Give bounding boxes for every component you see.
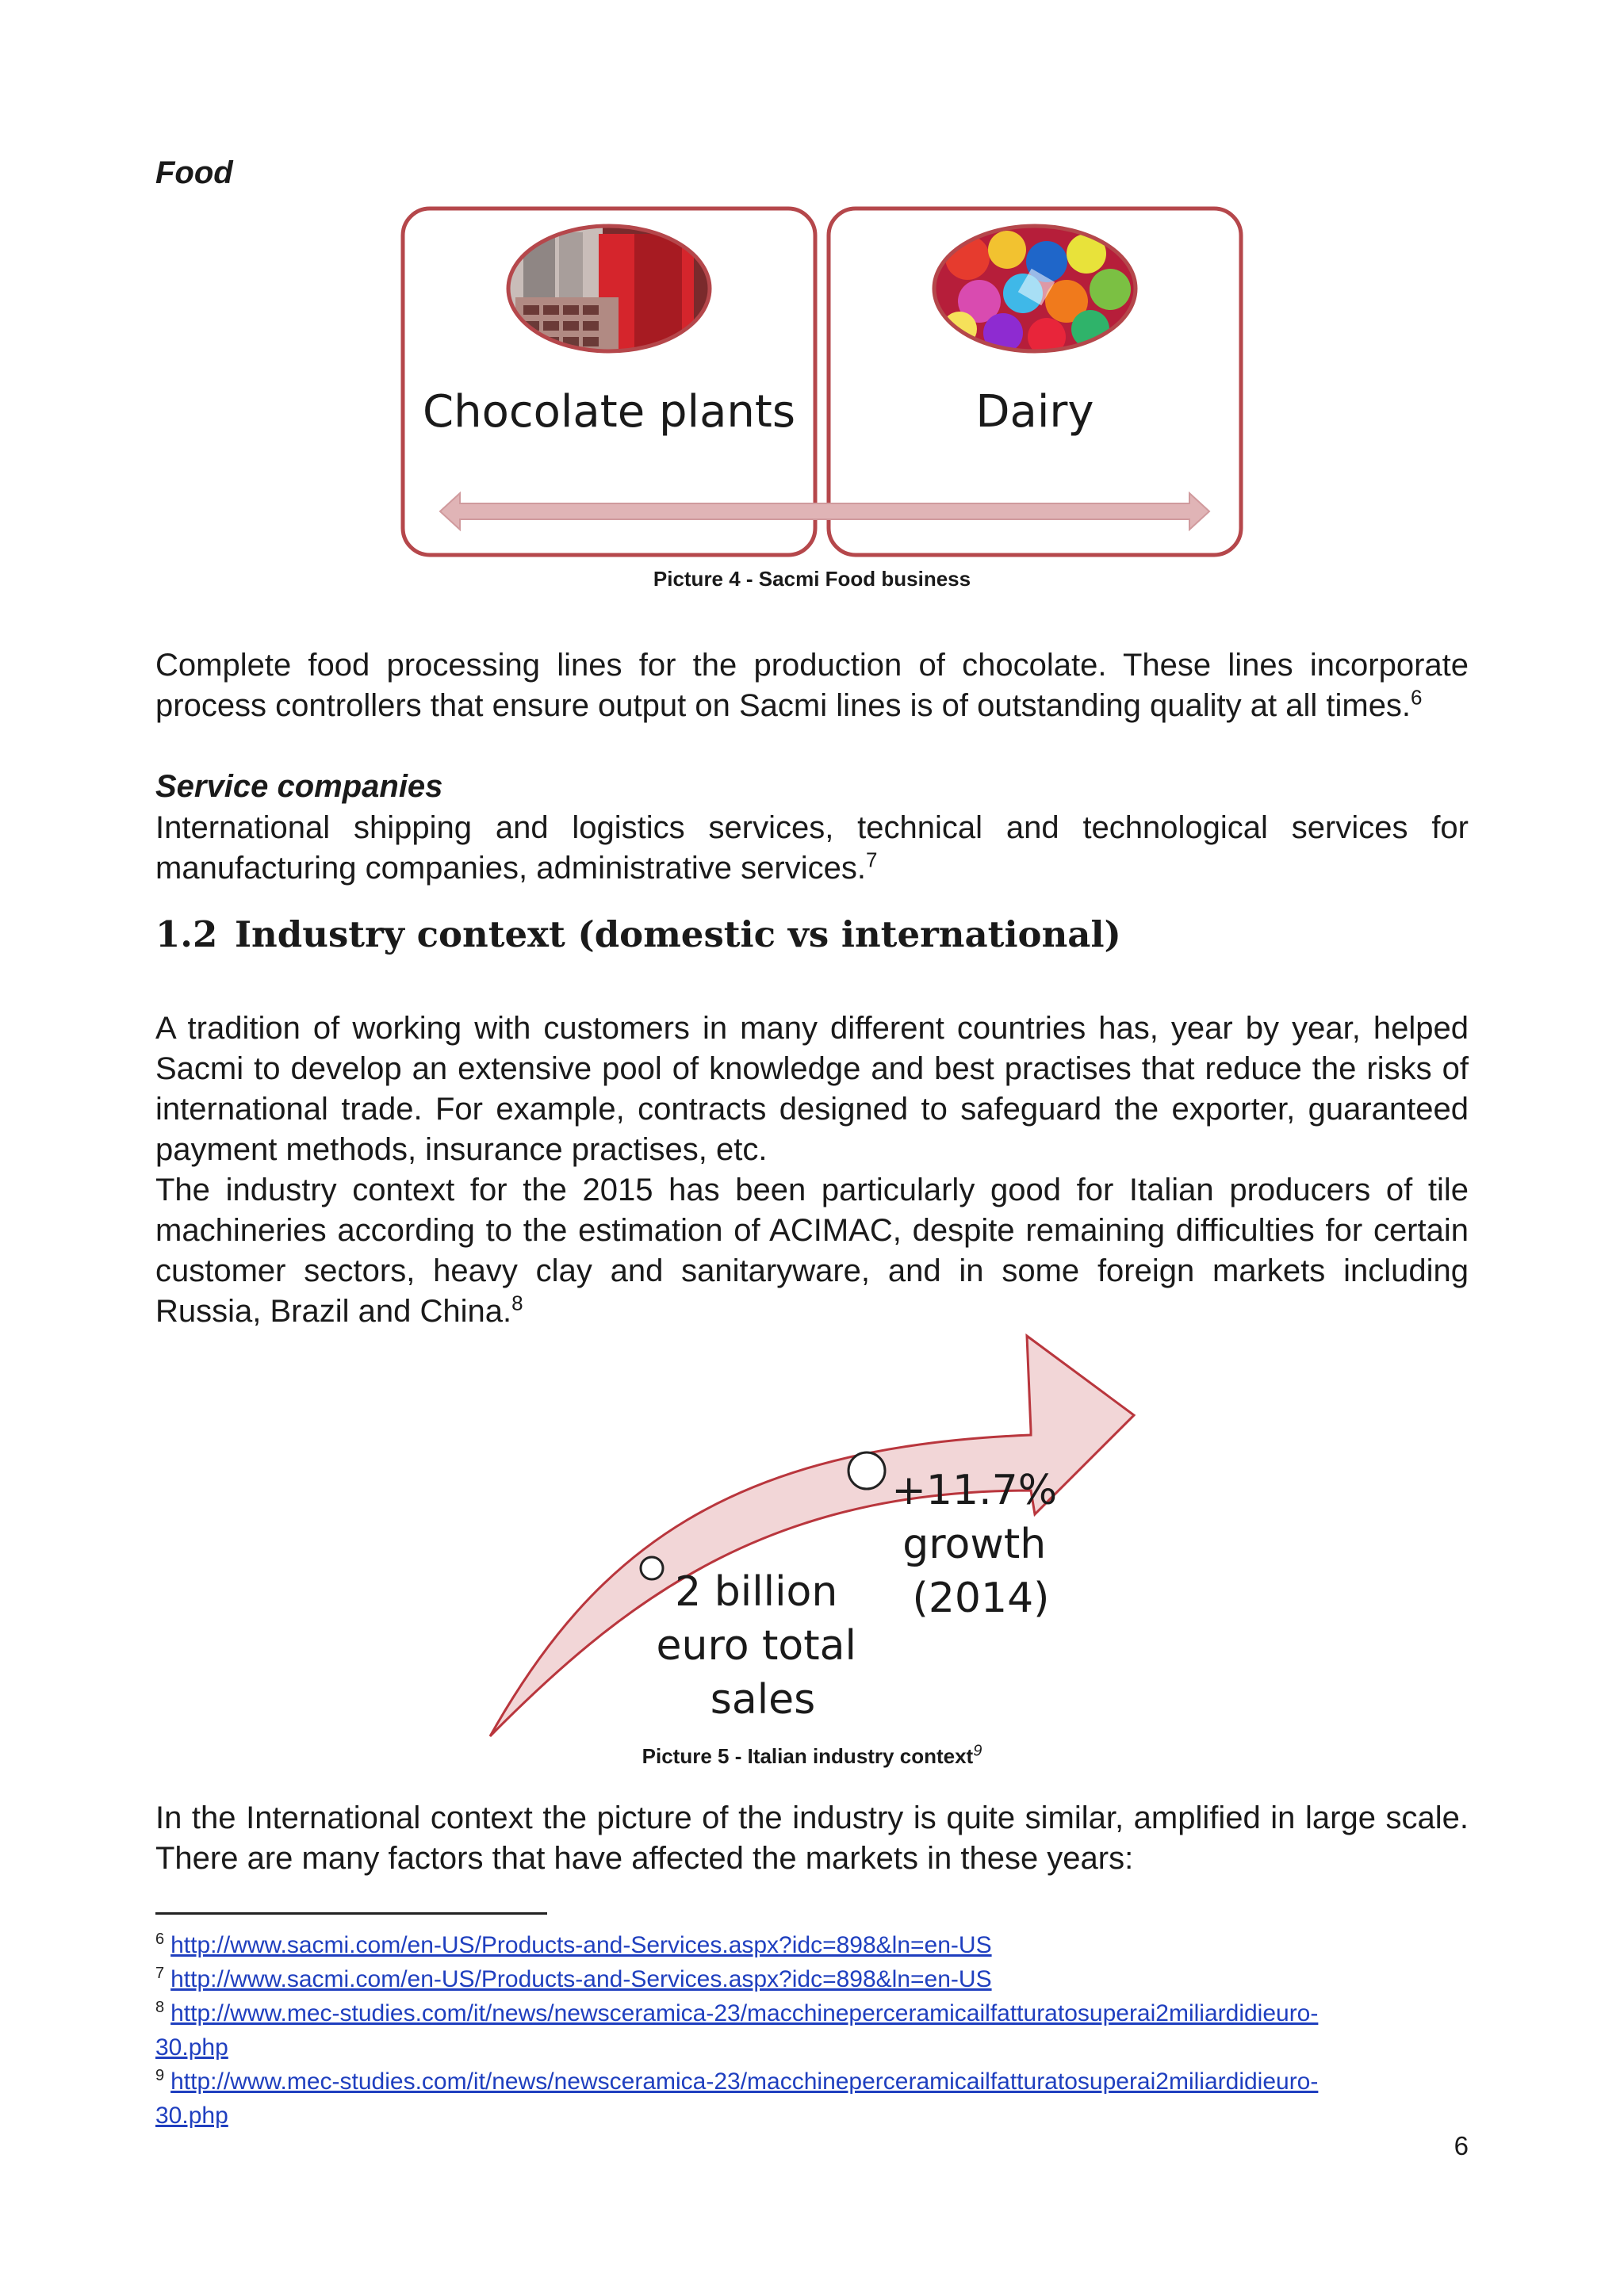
picture-5-caption: Picture 5 - Italian industry context$^9$ — [642, 1742, 982, 1768]
industry-paragraph-2: The industry context for the 2015 has been particularly good for Italian producers of tile machineries according to the estimation of ACIMAC, despite remaining difficulties for certain customer sectors, heavy clay and sanitaryware, and in some foreign markets including Russia, Brazil and China.$^8$ — [155, 1173, 1469, 1329]
footnote-separator — [155, 1912, 547, 1915]
growth-arrow-graphic — [476, 1328, 1158, 1740]
sales-line-2: euro total — [656, 1622, 856, 1670]
service-companies-heading: Service companies — [155, 769, 443, 804]
footnote-ref-6[interactable]: 6 — [1411, 685, 1423, 710]
section-number: 1.2 — [155, 913, 218, 955]
sales-line-1: 2 billion — [675, 1568, 838, 1616]
service-paragraph: International shipping and logistics services, technical and technological services for manufacturing companies, administrative services.$^7$ — [155, 810, 1469, 886]
industry-context-text — [155, 1008, 1469, 1332]
footnote-6-link[interactable]: http://www.sacmi.com/en-US/Products-and-Services.aspx?idc=898&ln=en-US — [170, 1932, 992, 1958]
industry-paragraph-1: A tradition of working with customers in many different countries has, year by year, helped Sacmi to develop an extensive pool of knowledge and best practises that reduce the risks of international trade. For example, contracts designed to safeguard the exporter, guaranteed payment methods, insurance practises, etc. — [155, 1011, 1469, 1167]
section-heading — [155, 913, 1121, 955]
food-paragraph: Complete food processing lines for the production of chocolate. These lines incorporate process controllers that ensure output on Sacmi lines is of outstanding quality at all times.$^6$ — [155, 648, 1469, 723]
page-number: 6 — [1454, 2131, 1469, 2160]
growth-line-1: +11.7% — [891, 1467, 1058, 1514]
footnote-8-link[interactable]: http://www.mec-studies.com/it/news/newsceramica-23/macchineperceramicailfatturatosuperai2miliardidieuro- — [170, 2000, 1319, 2026]
card-label-chocolate-plants: Chocolate plants — [422, 386, 796, 438]
timeline-point-1-icon — [641, 1557, 663, 1579]
footnote-ref-8[interactable]: 8 — [511, 1291, 523, 1315]
timeline-point-2-icon — [848, 1452, 885, 1489]
footnote-ref-7[interactable]: 7 — [865, 848, 878, 872]
picture-4-caption: Picture 4 - Sacmi Food business — [653, 567, 971, 591]
footnote-7-link[interactable]: http://www.sacmi.com/en-US/Products-and-Services.aspx?idc=898&ln=en-US — [170, 1966, 992, 1992]
footnote-7: $^7$ http://www.sacmi.com/en-US/Products-and-Services.aspx?idc=898&ln=en-US — [155, 1965, 992, 1992]
svg-text:2 billion euro total s — [657, 1568, 870, 1724]
footnote-9-link-cont[interactable]: 30.php — [155, 2103, 228, 2129]
caption-ref-9: 9 — [973, 1742, 982, 1760]
footnote-9-link[interactable]: http://www.mec-studies.com/it/news/newsceramica-23/macchineperceramicailfatturatosuperai2miliardidieuro- — [170, 2068, 1319, 2095]
closing-paragraph: In the International context the picture of the industry is quite similar, amplified in large scale. There are many factors that have affected the markets in these years: — [155, 1800, 1469, 1876]
sales-line-3: sales — [710, 1676, 816, 1724]
footnote-9: $^9$ http://www.mec-studies.com/it/news/newsceramica-23/macchineperceramicailfatturatosuperai2miliardidieuro- 30.php — [155, 2067, 1319, 2129]
footnote-8: $^8$ http://www.mec-studies.com/it/news/newsceramica-23/macchineperceramicailfatturatosuperai2miliardidieuro- 30.php — [155, 1999, 1319, 2061]
section-title: Industry context (domestic vs international) — [235, 913, 1121, 955]
svg-text:+11.7% growth (2014) — [891, 1467, 1070, 1622]
footnote-8-link-cont[interactable]: 30.php — [155, 2034, 228, 2061]
growth-line-3: (2014) — [912, 1575, 1050, 1622]
food-heading: Food — [155, 155, 233, 190]
food-business-diagram — [396, 202, 1253, 567]
footnote-6: $^6$ http://www.sacmi.com/en-US/Products-and-Services.aspx?idc=898&ln=en-US — [155, 1931, 992, 1958]
growth-line-2: growth — [902, 1521, 1047, 1568]
card-label-dairy: Dairy — [975, 386, 1094, 438]
